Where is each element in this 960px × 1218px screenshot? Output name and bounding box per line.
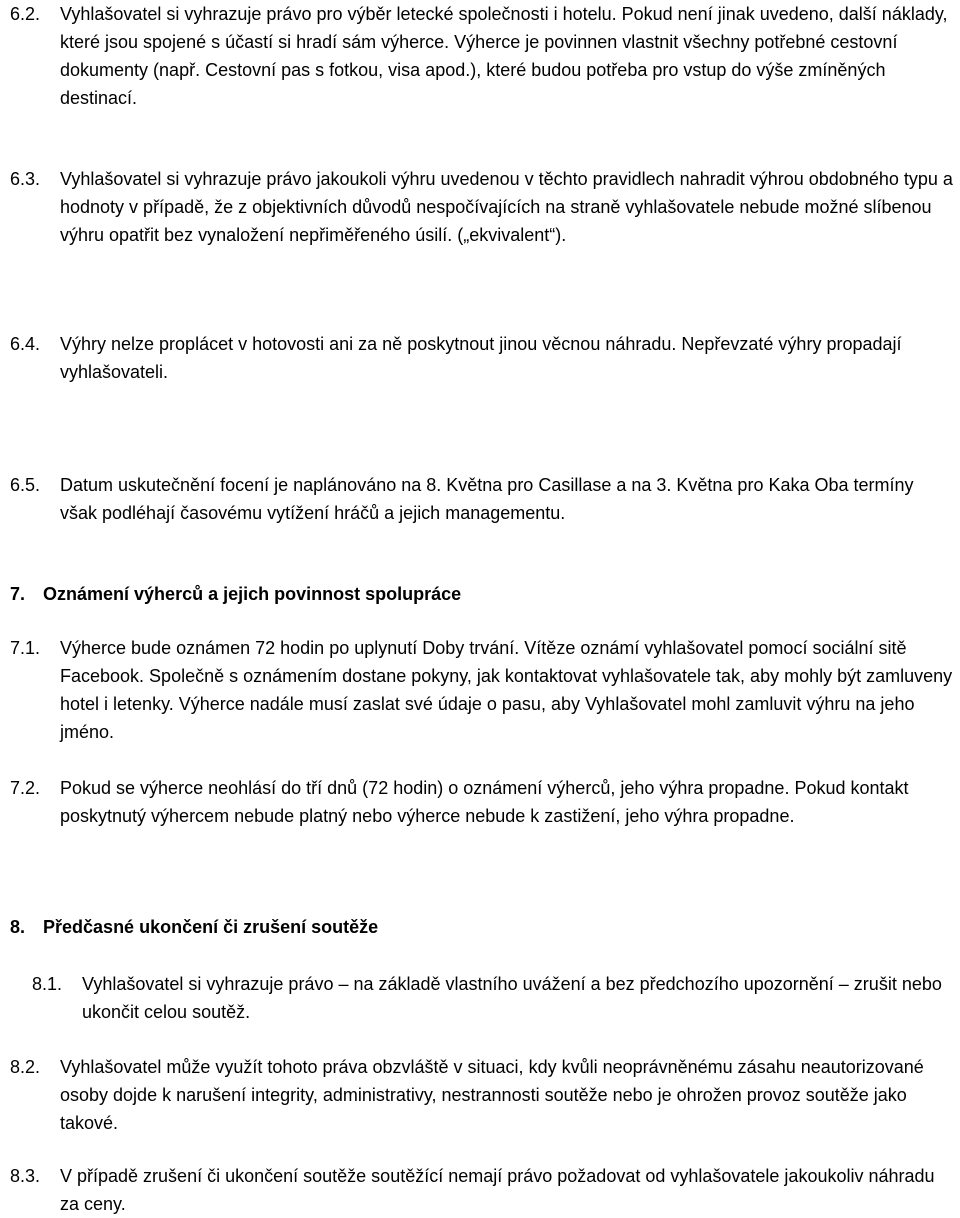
heading-title: Oznámení výherců a jejich povinnost spolupráce xyxy=(43,584,462,604)
heading-number: 8. xyxy=(10,917,26,937)
section-8-2 xyxy=(10,1053,955,1137)
section-number: 7.2. xyxy=(10,778,41,798)
section-text: Pokud se výherce neohlásí do tří dnů (72 hodin) o oznámení výherců, jeho výhra propadne. Pokud kontakt poskytnutý výhercem nebude platný nebo výherce nebude k zastižení, jeho výhra propadne. xyxy=(60,778,909,826)
section-number: 8.1. xyxy=(32,974,63,994)
section-number: 6.4. xyxy=(10,334,41,354)
section-text: V případě zrušení či ukončení soutěže soutěžící nemají právo požadovat od vyhlašovatele jakoukoliv náhradu za ceny. xyxy=(60,1166,935,1214)
section-text: Vyhlašovatel si vyhrazuje právo pro výběr letecké společnosti i hotelu. Pokud není jinak uvedeno, další náklady, které jsou spojené s účastí si hradí sám výherce. Výherce je povinnen vlastnit všechny potřebné cestovní dokumenty (např. Cestovní pas s fotkou, visa apod.), které budou potřeba pro vstup do výše zmíněných destinací. xyxy=(60,4,948,108)
section-8-3 xyxy=(10,1162,955,1218)
section-number: 7.1. xyxy=(10,638,41,658)
section-number: 6.2. xyxy=(10,4,41,24)
section-number: 8.3. xyxy=(10,1166,41,1186)
section-text: Výhry nelze proplácet v hotovosti ani za ně poskytnout jinou věcnou náhradu. Nepřevzaté výhry propadají vyhlašovateli. xyxy=(60,334,902,382)
section-text: Vyhlašovatel si vyhrazuje právo jakoukoli výhru uvedenou v těchto pravidlech nahradit výhrou obdobného typu a hodnoty v případě, že z objektivních důvodů nespočívajících na straně vyhlašovatele nebude možné slíbenou výhru opatřit bez vynaložení nepřiměřeného úsilí. („ekvivalent“). xyxy=(60,169,953,245)
section-7-1 xyxy=(10,634,955,746)
section-text: Vyhlašovatel může využít tohoto práva obzvláště v situaci, kdy kvůli neoprávněnému zásahu neautorizované osoby dojde k narušení integrity, administrativy, nestrannosti soutěže nebo je ohrožen provoz soutěže jako takové. xyxy=(60,1057,924,1133)
section-number: 6.3. xyxy=(10,169,41,189)
section-7-2 xyxy=(10,774,955,830)
section-text: Datum uskutečnění focení je naplánováno na 8. Května pro Casillase a na 3. Května pro Kaka Oba termíny však podléhají časovému vytížení hráčů a jejich managementu. xyxy=(60,475,914,523)
section-6-4 xyxy=(10,330,955,386)
section-text: Výherce bude oznámen 72 hodin po uplynutí Doby trvání. Vítěze oznámí vyhlašovatel pomocí sociální sitě Facebook. Společně s oznámením dostane pokyny, jak kontaktovat vyhlašovatele tak, aby mohly být zamluveny hotel i letenky. Výherce nadále musí zaslat své údaje o pasu, aby Vyhlašovatel mohl zamluvit výhru na jeho jméno. xyxy=(60,638,953,742)
section-text: Vyhlašovatel si vyhrazuje právo – na základě vlastního uvážení a bez předchozího upozornění – zrušit nebo ukončit celou soutěž. xyxy=(82,974,942,1022)
section-heading-7 xyxy=(10,580,461,608)
section-6-3 xyxy=(10,165,955,249)
section-8-1 xyxy=(32,970,955,1026)
heading-number: 7. xyxy=(10,584,26,604)
section-number: 6.5. xyxy=(10,475,41,495)
section-heading-8 xyxy=(10,913,378,941)
heading-title: Předčasné ukončení či zrušení soutěže xyxy=(43,917,379,937)
section-number: 8.2. xyxy=(10,1057,41,1077)
section-6-5 xyxy=(10,471,955,527)
section-6-2 xyxy=(10,0,955,112)
